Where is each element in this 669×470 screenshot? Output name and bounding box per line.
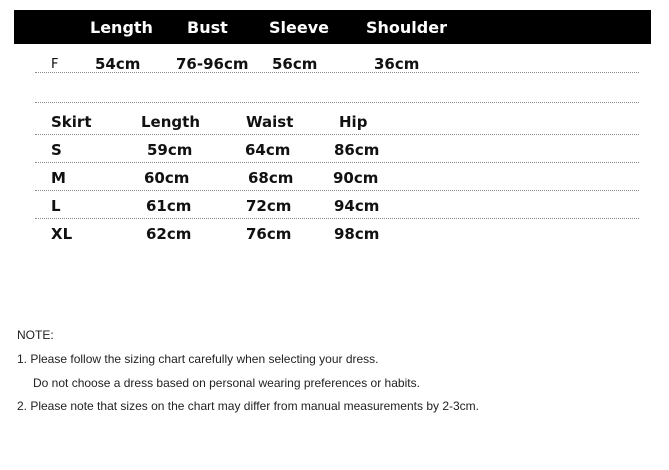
top-row-bust: 76-96cm [176, 55, 249, 73]
skirt-row-size: M [51, 169, 66, 187]
divider [35, 162, 639, 163]
top-row-length: 54cm [95, 55, 141, 73]
skirt-row-waist: 68cm [248, 169, 294, 187]
divider [35, 218, 639, 219]
skirt-row-hip: 90cm [333, 169, 379, 187]
divider [35, 134, 639, 135]
skirt-row-length: 61cm [146, 197, 192, 215]
note-line: 1. Please follow the sizing chart carefully when selecting your dress. [17, 352, 379, 366]
header-sleeve: Sleeve [269, 18, 329, 37]
skirt-row-length: 60cm [144, 169, 190, 187]
divider [35, 102, 639, 103]
skirt-header-size: Skirt [51, 113, 92, 131]
divider [35, 72, 639, 73]
header-bust: Bust [187, 18, 228, 37]
skirt-row-hip: 98cm [334, 225, 380, 243]
skirt-row-waist: 64cm [245, 141, 291, 159]
skirt-row-size: XL [51, 225, 73, 243]
header-shoulder: Shoulder [366, 18, 447, 37]
skirt-header-waist: Waist [246, 113, 294, 131]
skirt-row-waist: 72cm [246, 197, 292, 215]
note-line: Do not choose a dress based on personal wearing preferences or habits. [33, 376, 420, 390]
skirt-row-hip: 94cm [334, 197, 380, 215]
skirt-header-hip: Hip [339, 113, 368, 131]
top-row-sleeve: 56cm [272, 55, 318, 73]
top-row-size: F [51, 57, 59, 72]
skirt-header-length: Length [141, 113, 200, 131]
note-title: NOTE: [17, 328, 54, 342]
skirt-row-hip: 86cm [334, 141, 380, 159]
top-row-shoulder: 36cm [374, 55, 420, 73]
skirt-row-size: S [51, 141, 62, 159]
header-length: Length [90, 18, 153, 37]
divider [35, 190, 639, 191]
skirt-row-size: L [51, 197, 61, 215]
note-line: 2. Please note that sizes on the chart may differ from manual measurements by 2-3cm. [17, 399, 479, 413]
skirt-row-length: 62cm [146, 225, 192, 243]
skirt-row-waist: 76cm [246, 225, 292, 243]
skirt-row-length: 59cm [147, 141, 193, 159]
